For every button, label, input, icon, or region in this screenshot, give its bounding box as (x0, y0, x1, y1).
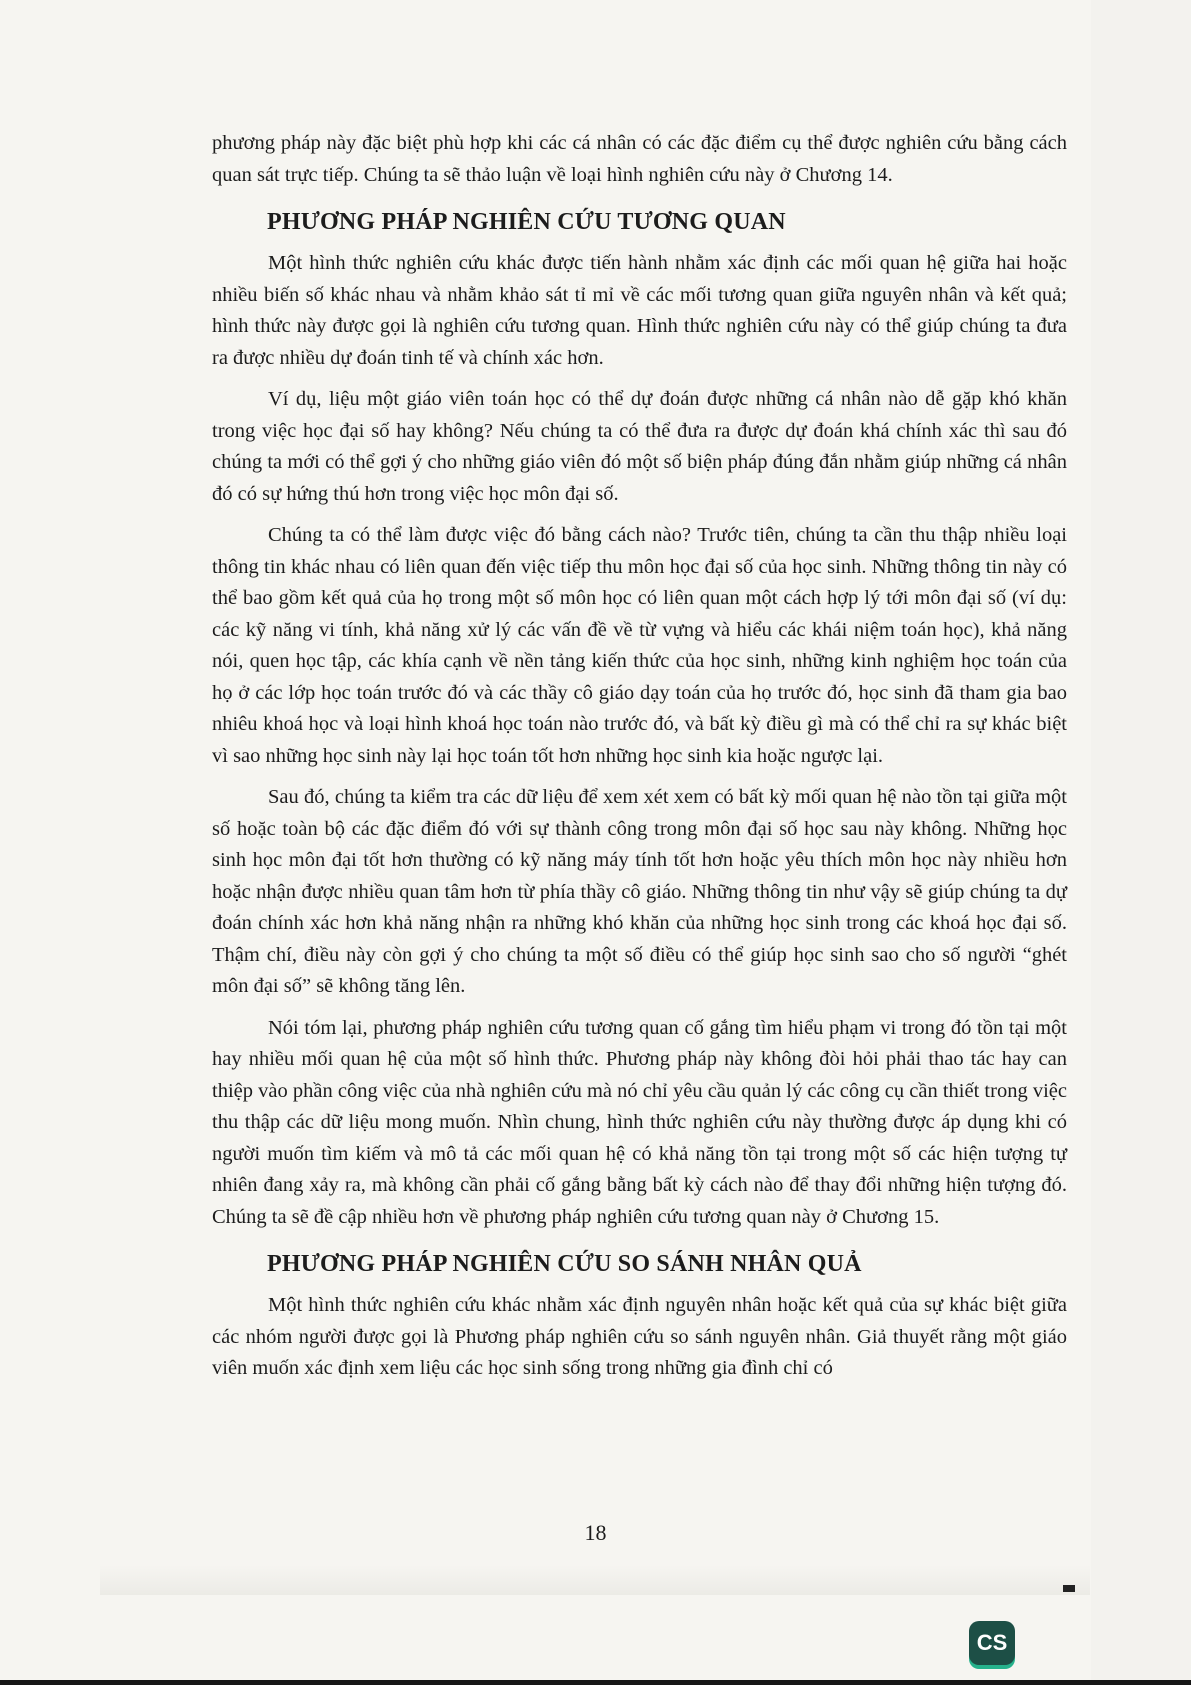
paragraph-intro: phương pháp này đặc biệt phù hợp khi các cá nhân có các đặc điểm cụ thể được nghiên cứu bằng cách quan sát trực tiếp. Chúng ta sẽ thảo luận về loại hình nghiên cứu này ở Chương 14. (212, 132, 1067, 186)
scan-mark (1063, 1585, 1075, 1592)
camscanner-logo-icon (969, 1621, 1015, 1665)
paragraph: Chúng ta có thể làm được việc đó bằng cách nào? Trước tiên, chúng ta cần thu thập nhiều loại thông tin khác nhau có liên quan đến việc tiếp thu môn học đại số của học sinh. Những thông tin này có thể bao gồm kết quả của họ trong một số môn học có liên quan một cách hợp lý tới môn đại số (ví dụ: các kỹ năng vi tính, khả năng xử lý các vấn đề về từ vựng và hiểu các khái niệm toán học), khả năng nói, quen học tập, các khía cạnh về nền tảng kiến thức của học sinh, những kinh nghiệm học toán của họ ở các lớp học toán trước đó và các thầy cô giáo dạy toán của họ trước đó, học sinh đã tham gia bao nhiêu khoá học và loại hình khoá học toán nào trước đó, và bất kỳ điều gì mà có thể chỉ ra sự khác biệt vì sao những học sinh này lại học toán tốt hơn những học sinh kia hoặc ngược lại. (212, 524, 1067, 767)
scan-border (0, 1680, 1191, 1685)
section-heading-causal-comparative: PHƯƠNG PHÁP NGHIÊN CỨU SO SÁNH NHÂN QUẢ (267, 1251, 862, 1277)
paragraph: Nói tóm lại, phương pháp nghiên cứu tương quan cố gắng tìm hiểu phạm vi trong đó tồn tại một hay nhiều mối quan hệ của một số hình thức. Phương pháp này không đòi hỏi phải thao tác hay can thiệp vào phần công việc của nhà nghiên cứu mà nó chỉ yêu cầu quản lý các công cụ cần thiết trong việc thu thập các dữ liệu mong muốn. Nhìn chung, hình thức nghiên cứu này thường được áp dụng khi có người muốn tìm kiếm và mô tả các mối quan hệ có khả năng tồn tại trong một số các hiện tượng tự nhiên đang xảy ra, mà không cần phải cố gắng bằng bất kỳ cách nào để thay đổi những hiện tượng đó. Chúng ta sẽ đề cập nhiều hơn về phương pháp nghiên cứu tương quan này ở Chương 15. (212, 1016, 1067, 1228)
page-shadow (100, 1565, 1090, 1595)
paragraph: Một hình thức nghiên cứu khác được tiến hành nhằm xác định các mối quan hệ giữa hai hoặc nhiều biến số khác nhau và nhằm khảo sát tỉ mỉ về các mối tương quan giữa nguyên nhân và kết quả; hình thức này được gọi là nghiên cứu tương quan. Hình thức nghiên cứu này có thể giúp chúng ta đưa ra được nhiều dự đoán tinh tế và chính xác hơn. (212, 252, 1067, 369)
page-number: 18 (584, 1520, 607, 1545)
document-body (212, 128, 1067, 1395)
section-heading-correlational: PHƯƠNG PHÁP NGHIÊN CỨU TƯƠNG QUAN (267, 209, 786, 235)
paragraph: Sau đó, chúng ta kiểm tra các dữ liệu để xem xét xem có bất kỳ mối quan hệ nào tồn tại giữa một số hoặc toàn bộ các đặc điểm đó với sự thành công trong môn đại số học sau này không. Những học sinh học môn đại tốt hơn thường có kỹ năng máy tính tốt hơn hoặc yêu thích môn học này nhiều hơn hoặc nhận được nhiều quan tâm hơn từ phía thầy cô giáo. Những thông tin như vậy sẽ giúp chúng ta dự đoán chính xác hơn khả năng nhận ra những khó khăn của những học sinh trong các khoá học đại số. Thậm chí, điều này còn gợi ý cho chúng ta một số điều có thể giúp học sinh sao cho số người “ghét môn đại số” sẽ không tăng lên. (212, 786, 1067, 997)
paragraph: Một hình thức nghiên cứu khác nhằm xác định nguyên nhân hoặc kết quả của sự khác biệt giữa các nhóm người được gọi là Phương pháp nghiên cứu so sánh nguyên nhân. Giả thuyết rằng một giáo viên muốn xác định xem liệu các học sinh sống trong những gia đình chỉ có (212, 1294, 1067, 1379)
paragraph: Ví dụ, liệu một giáo viên toán học có thể dự đoán được những cá nhân nào dễ gặp khó khăn trong việc học đại số hay không? Nếu chúng ta có thể đưa ra được dự đoán khá chính xác thì sau đó chúng ta mới có thể gợi ý cho những giáo viên đó một số biện pháp đúng đắn nhằm giúp những cá nhân đó có sự hứng thú hơn trong việc học môn đại số. (212, 388, 1067, 505)
page-edge (1091, 0, 1191, 1685)
logo-label: CS (976, 1630, 1008, 1655)
